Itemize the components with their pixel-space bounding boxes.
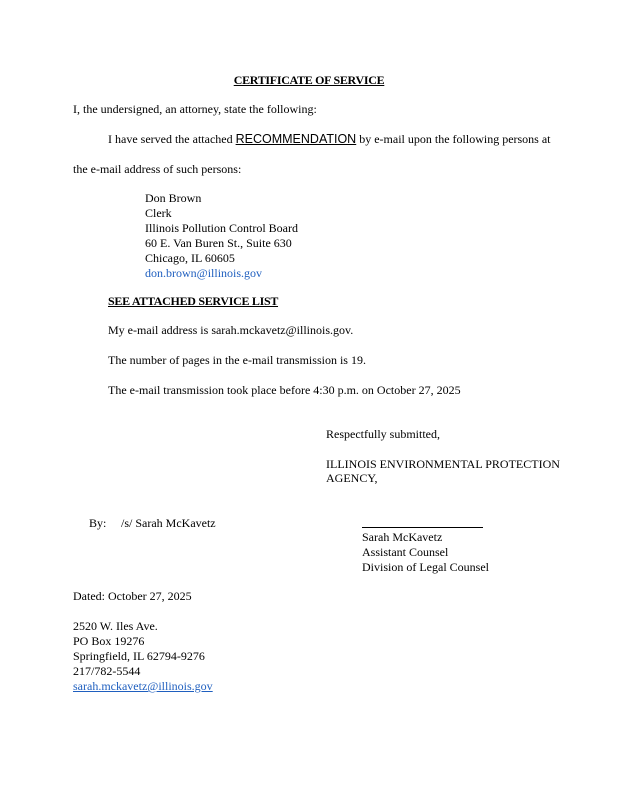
return-address-block — [73, 619, 213, 694]
recipient-title: Clerk — [145, 206, 172, 220]
service-list-heading: SEE ATTACHED SERVICE LIST — [108, 294, 279, 308]
address-po-box: PO Box 19276 — [73, 634, 145, 648]
document-name: RECOMMENDATION — [235, 132, 357, 146]
recipient-street: 60 E. Van Buren St., Suite 630 — [145, 236, 292, 250]
service-statement-line1 — [108, 132, 551, 146]
address-street: 2520 W. Iles Ave. — [73, 619, 158, 633]
closing-text: Respectfully submitted, — [326, 427, 440, 441]
recipient-email-link[interactable]: don.brown@illinois.gov — [145, 266, 263, 280]
service-statement-line2: the e-mail address of such persons: — [73, 162, 242, 176]
agency-name-line1: ILLINOIS ENVIRONMENTAL PROTECTION — [326, 457, 560, 471]
page-count-statement: The number of pages in the e-mail transmission is 19. — [108, 353, 366, 367]
document-title: CERTIFICATE OF SERVICE — [233, 73, 385, 87]
email-address-statement: My e-mail address is sarah.mckavetz@illinois.gov. — [108, 323, 354, 337]
address-city: Springfield, IL 62794-9276 — [73, 649, 205, 663]
recipient-address-block — [145, 191, 298, 281]
electronic-signature: /s/ Sarah McKavetz — [121, 516, 216, 530]
recipient-org: Illinois Pollution Control Board — [145, 221, 299, 235]
recipient-city: Chicago, IL 60605 — [145, 251, 235, 265]
dated-line: Dated: October 27, 2025 — [73, 589, 192, 603]
transmission-time-statement: The e-mail transmission took place before 4:30 p.m. on October 27, 2025 — [108, 383, 461, 397]
recipient-name: Don Brown — [145, 191, 202, 205]
by-label: By: — [89, 516, 107, 530]
intro-statement: I, the undersigned, an attorney, state the following: — [73, 102, 317, 116]
address-email-link[interactable]: sarah.mckavetz@illinois.gov — [73, 679, 213, 693]
signature-line — [362, 527, 483, 528]
signer-name: Sarah McKavetz — [362, 530, 443, 544]
signer-block — [362, 530, 489, 575]
address-phone: 217/782-5544 — [73, 664, 141, 678]
signer-division: Division of Legal Counsel — [362, 560, 489, 574]
signer-title: Assistant Counsel — [362, 545, 449, 559]
service-text-after: by e-mail upon the following persons at — [359, 132, 551, 146]
service-text-before: I have served the attached — [108, 132, 233, 146]
agency-name-line2: AGENCY, — [326, 471, 378, 485]
